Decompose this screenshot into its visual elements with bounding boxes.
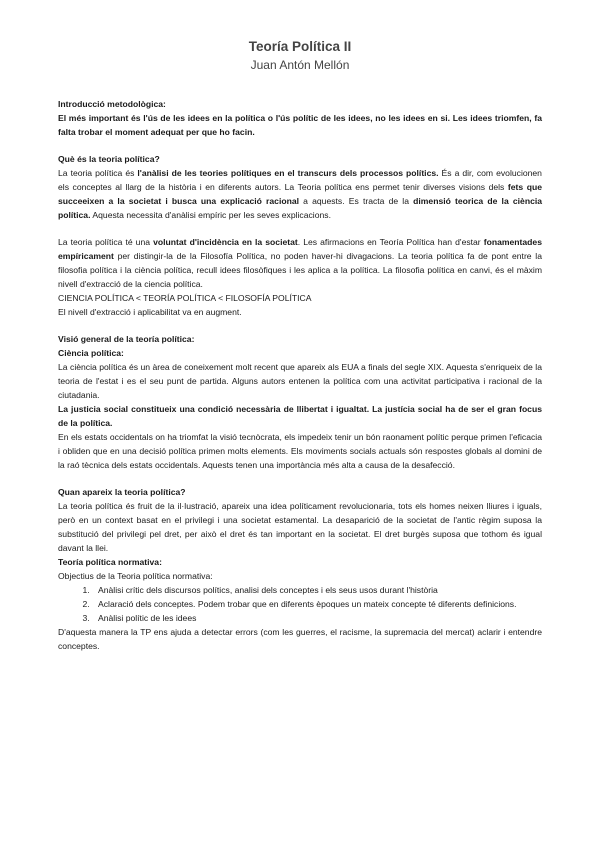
- que-es-paragraph-2: [58, 235, 542, 291]
- text-run: Aquesta necessita d'anàlisi empíric per les seves explicacions.: [90, 210, 331, 220]
- quan-paragraph-1: La teoria política és fruit de la il·lustració, apareix una idea políticament revolucionaria, tots els homes neixen lliures i iguals, però en un context basat en el privilegi i una societat estamental. La desaparició de la societat de l'antic règim suposa la substitució del privilegi pel dret, per això el dret és tan important en la societat. El dret burgès suposa que tothom és igual davant la llei.: [58, 501, 542, 553]
- visio-paragraph-1: La ciència política és un àrea de coneixement molt recent que apareix als EUA a finals del segle XIX. Aquesta s'enriqueix de la teoria de l'estat i es el seu punt de partida. Alguns autors entenen la política com una activitat participativa i racional de la ciutadania.: [58, 362, 542, 400]
- text-run: La teoria política és: [58, 168, 138, 178]
- visio-heading: Visió general de la teoría política:: [58, 334, 195, 344]
- objectius-line: Objectius de la Teoria política normativa:: [58, 571, 213, 581]
- normativa-subheading: Teoría política normativa:: [58, 557, 162, 567]
- list-item: 3. Anàlisi polític de les idees: [92, 611, 542, 625]
- list-item: 2. Aclaració dels conceptes. Podem trobar que en diferents èpoques un mateix concepte té diferents definicions.: [92, 597, 542, 611]
- text-run: La teoria política té una: [58, 237, 154, 247]
- document-title: Teoría Política II: [248, 39, 352, 54]
- bold-run: voluntat d'incidència en la societat: [153, 237, 298, 247]
- visio-paragraph-3: En els estats occidentals on ha triomfat la visió tecnòcrata, els impedeix tenir un bón raonament polític perque primen l'eficacia i obliden que en una decisió política primen molts elements. Els moviments socials actuals són respostes globals al domini de la raó tècnica dels estats occidentals. Aquests tenen una importància més alta a causa de la desafecció.: [58, 432, 542, 470]
- hierarchy-line: CIENCIA POLÍTICA < TEORÍA POLÍTICA < FILOSOFÍA POLÍTICA: [58, 293, 312, 303]
- que-es-paragraph-1: [58, 166, 542, 222]
- closing-paragraph: D'aquesta manera la TP ens ajuda a detectar errors (com les guerres, el racisme, la supremacia del mercat) aclarir i entendre conceptes.: [58, 627, 542, 651]
- que-es-heading: Què és la teoria política?: [58, 154, 160, 164]
- section-quan: [58, 485, 542, 653]
- visio-justicia-bold: La justicia social constitueix una condició necessària de llibertat i igualtat. La justícia social ha de ser el gran focus de la política.: [58, 404, 542, 428]
- list-item: 1. Anàlisi crític dels discursos polítics, analisi dels conceptes i els seus usos durant l'història: [92, 583, 542, 597]
- bold-run: fets que succeeixen a la societat i busca una explicació racional: [58, 182, 542, 206]
- text-run: a aquests. Es tracta de la: [299, 196, 414, 206]
- section-que-es: [58, 152, 542, 319]
- bold-run: l'anàlisi de les teories polítiques en el transcurs dels processos polítics.: [137, 168, 439, 178]
- document-author: Juan Antón Mellón: [250, 58, 350, 72]
- text-run: . Les afirmacions en Teoría Política han d'estar: [297, 237, 484, 247]
- quan-heading: Quan apareix la teoria política?: [58, 487, 186, 497]
- intro-text: El més important és l'ús de les idees en la política o l'ús polític de les idees, no les idees en si. Les idees triomfen, fa falta trobar el moment adequat per que ho facin.: [58, 113, 542, 137]
- text-run: És a dir, com evolucionen els conceptes al llarg de la història i en diferents autors. La Teoria política ens permet tenir diverses visions dels: [58, 168, 542, 192]
- intro-heading: Introducció metodològica:: [58, 99, 166, 109]
- section-intro: [58, 97, 542, 139]
- objectius-list: [58, 583, 542, 625]
- section-visio: [58, 332, 542, 472]
- bold-run: fonamentades empíricament: [58, 237, 542, 261]
- bold-run: dimensió teorica de la ciència política.: [58, 196, 543, 220]
- text-run: per distingir-la de la Filosofía Política, no poden haver-hi divagacions. La teoria política fa de pont entre la filosofia política i la ciència política, recull idees filosòfiques i les aplica a la política. La filosofia política en canvi, és el màxim nivell d'extracció de la ciencia política.: [58, 251, 542, 289]
- abstraction-note: El nivell d'extracció i aplicabilitat va en augment.: [58, 307, 242, 317]
- ciencia-politica-subheading: Ciència política:: [58, 348, 124, 358]
